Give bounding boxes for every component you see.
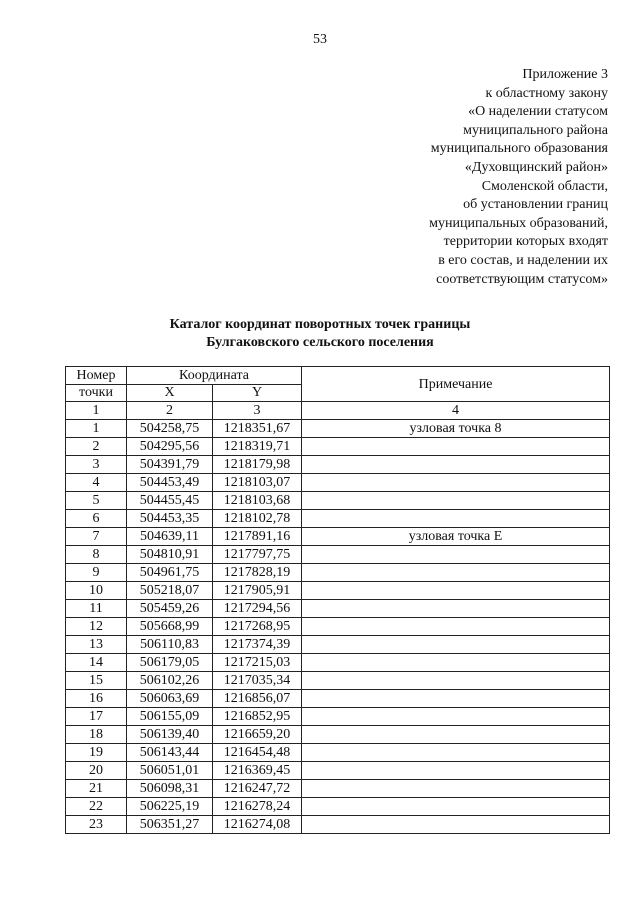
y-coordinate-cell: 1218179,98: [213, 456, 302, 474]
y-coordinate-cell: 1217905,91: [213, 582, 302, 600]
x-coordinate-cell: 506225,19: [127, 798, 213, 816]
x-coordinate-cell: 506155,09: [127, 708, 213, 726]
header-x: X: [127, 385, 213, 402]
point-number-cell: 15: [66, 672, 127, 690]
y-coordinate-cell: 1217797,75: [213, 546, 302, 564]
note-cell: [302, 726, 610, 744]
header-number-sub: точки: [66, 385, 127, 402]
x-coordinate-cell: 504453,35: [127, 510, 213, 528]
y-coordinate-cell: 1216274,08: [213, 816, 302, 834]
x-coordinate-cell: 506098,31: [127, 780, 213, 798]
x-coordinate-cell: 506179,05: [127, 654, 213, 672]
table-row: [66, 816, 610, 834]
appendix-header: [348, 66, 608, 289]
appendix-line: об установлении границ: [463, 197, 608, 213]
x-coordinate-cell: 506051,01: [127, 762, 213, 780]
table-row: [66, 438, 610, 456]
appendix-line: муниципальных образований,: [429, 215, 608, 231]
y-coordinate-cell: 1218102,78: [213, 510, 302, 528]
x-coordinate-cell: 506351,27: [127, 816, 213, 834]
x-coordinate-cell: 506102,26: [127, 672, 213, 690]
y-coordinate-cell: 1216852,95: [213, 708, 302, 726]
note-cell: [302, 816, 610, 834]
document-title: [0, 316, 640, 352]
point-number-cell: 19: [66, 744, 127, 762]
table-row: [66, 654, 610, 672]
table-body: [66, 420, 610, 834]
y-coordinate-cell: 1217891,16: [213, 528, 302, 546]
table-row: [66, 582, 610, 600]
y-coordinate-cell: 1216856,07: [213, 690, 302, 708]
table-row: [66, 762, 610, 780]
point-number-cell: 3: [66, 456, 127, 474]
note-cell: [302, 762, 610, 780]
note-cell: [302, 564, 610, 582]
note-cell: узловая точка Е: [302, 528, 610, 546]
note-cell: [302, 600, 610, 618]
note-cell: [302, 672, 610, 690]
note-cell: [302, 618, 610, 636]
point-number-cell: 18: [66, 726, 127, 744]
column-number: 4: [302, 402, 610, 420]
note-cell: [302, 492, 610, 510]
point-number-cell: 2: [66, 438, 127, 456]
note-cell: [302, 690, 610, 708]
table-row: [66, 618, 610, 636]
point-number-cell: 6: [66, 510, 127, 528]
table-row: [66, 456, 610, 474]
y-coordinate-cell: 1216454,48: [213, 744, 302, 762]
y-coordinate-cell: 1216247,72: [213, 780, 302, 798]
x-coordinate-cell: 506139,40: [127, 726, 213, 744]
x-coordinate-cell: 504295,56: [127, 438, 213, 456]
column-number: 3: [213, 402, 302, 420]
table-row: [66, 744, 610, 762]
x-coordinate-cell: 504258,75: [127, 420, 213, 438]
x-coordinate-cell: 504961,75: [127, 564, 213, 582]
title-line: Каталог координат поворотных точек границы: [169, 317, 471, 332]
table-row: [66, 492, 610, 510]
table-row: [66, 528, 610, 546]
point-number-cell: 20: [66, 762, 127, 780]
x-coordinate-cell: 505218,07: [127, 582, 213, 600]
x-coordinate-cell: 504391,79: [127, 456, 213, 474]
y-coordinate-cell: 1217294,56: [213, 600, 302, 618]
point-number-cell: 10: [66, 582, 127, 600]
y-coordinate-cell: 1218103,68: [213, 492, 302, 510]
table-row: [66, 780, 610, 798]
y-coordinate-cell: 1216659,20: [213, 726, 302, 744]
table-row: [66, 564, 610, 582]
point-number-cell: 9: [66, 564, 127, 582]
note-cell: [302, 708, 610, 726]
table-row: [66, 474, 610, 492]
y-coordinate-cell: 1217035,34: [213, 672, 302, 690]
x-coordinate-cell: 505459,26: [127, 600, 213, 618]
appendix-line: «Духовщинский район»: [464, 159, 608, 175]
table-row: [66, 420, 610, 438]
table-row: [66, 690, 610, 708]
point-number-cell: 23: [66, 816, 127, 834]
note-cell: [302, 456, 610, 474]
note-cell: [302, 654, 610, 672]
note-cell: [302, 510, 610, 528]
point-number-cell: 12: [66, 618, 127, 636]
x-coordinate-cell: 505668,99: [127, 618, 213, 636]
appendix-line: к областному закону: [485, 85, 608, 101]
x-coordinate-cell: 506143,44: [127, 744, 213, 762]
y-coordinate-cell: 1216278,24: [213, 798, 302, 816]
table-row: [66, 510, 610, 528]
appendix-line: Приложение 3: [522, 67, 608, 82]
y-coordinate-cell: 1218319,71: [213, 438, 302, 456]
column-number: 1: [66, 402, 127, 420]
point-number-cell: 1: [66, 420, 127, 438]
appendix-line: территории которых входят: [443, 234, 608, 250]
coordinates-table: [65, 366, 610, 834]
point-number-cell: 4: [66, 474, 127, 492]
appendix-line: соответствующим статусом»: [436, 271, 608, 287]
y-coordinate-cell: 1217374,39: [213, 636, 302, 654]
note-cell: [302, 474, 610, 492]
table-row: [66, 798, 610, 816]
x-coordinate-cell: 506110,83: [127, 636, 213, 654]
page-number: 53: [313, 32, 327, 47]
x-coordinate-cell: 504455,45: [127, 492, 213, 510]
y-coordinate-cell: 1217268,95: [213, 618, 302, 636]
x-coordinate-cell: 504453,49: [127, 474, 213, 492]
x-coordinate-cell: 504810,91: [127, 546, 213, 564]
y-coordinate-cell: 1218351,67: [213, 420, 302, 438]
point-number-cell: 7: [66, 528, 127, 546]
table-row: [66, 546, 610, 564]
title-line: Булгаковского сельского поселения: [206, 335, 434, 350]
note-cell: [302, 582, 610, 600]
note-cell: [302, 744, 610, 762]
table-row: [66, 708, 610, 726]
point-number-cell: 21: [66, 780, 127, 798]
appendix-line: в его состав, и наделении их: [438, 252, 608, 268]
appendix-line: муниципального образования: [430, 141, 608, 157]
y-coordinate-cell: 1218103,07: [213, 474, 302, 492]
point-number-cell: 16: [66, 690, 127, 708]
note-cell: [302, 438, 610, 456]
point-number-cell: 13: [66, 636, 127, 654]
y-coordinate-cell: 1216369,45: [213, 762, 302, 780]
point-number-cell: 5: [66, 492, 127, 510]
point-number-cell: 8: [66, 546, 127, 564]
note-cell: [302, 798, 610, 816]
note-cell: узловая точка 8: [302, 420, 610, 438]
table-row: [66, 636, 610, 654]
note-cell: [302, 780, 610, 798]
point-number-cell: 17: [66, 708, 127, 726]
x-coordinate-cell: 504639,11: [127, 528, 213, 546]
note-cell: [302, 546, 610, 564]
table-row: [66, 726, 610, 744]
header-y: Y: [213, 385, 302, 402]
note-cell: [302, 636, 610, 654]
table-row: [66, 600, 610, 618]
point-number-cell: 11: [66, 600, 127, 618]
header-number: Номер: [66, 367, 127, 385]
column-number: 2: [127, 402, 213, 420]
point-number-cell: 14: [66, 654, 127, 672]
appendix-line: Смоленской области,: [481, 178, 608, 194]
header-coordinate: Координата: [127, 367, 302, 385]
table-row: [66, 672, 610, 690]
y-coordinate-cell: 1217828,19: [213, 564, 302, 582]
point-number-cell: 22: [66, 798, 127, 816]
x-coordinate-cell: 506063,69: [127, 690, 213, 708]
y-coordinate-cell: 1217215,03: [213, 654, 302, 672]
appendix-line: муниципального района: [463, 122, 608, 138]
appendix-line: «О наделении статусом: [468, 104, 608, 120]
header-note: Примечание: [302, 367, 610, 402]
